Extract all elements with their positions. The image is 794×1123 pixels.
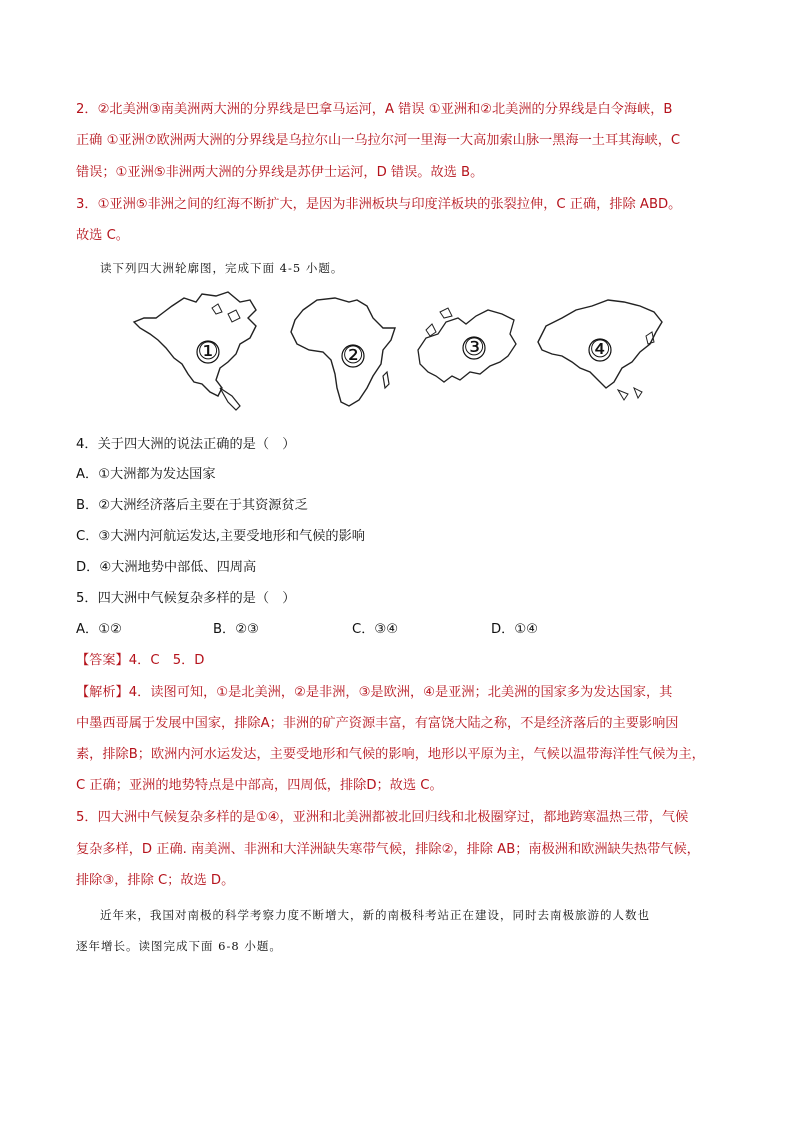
question-4-option-a: A．①大洲都为发达国家 — [76, 467, 216, 482]
africa-outline-icon — [287, 288, 407, 413]
map-africa — [287, 288, 407, 413]
intro-6-8-line-1: 近年来，我国对南极的科学考察力度不断增大，新的南极科考站正在建设，同时去南极旅游的人数也 — [100, 908, 650, 922]
analysis-line-1 — [76, 683, 726, 703]
map-label-3: ③ — [463, 333, 485, 361]
analysis-line-2: 中墨西哥属于发展中国家，排除A；非洲的矿产资源丰富，有富饶大陆之称，不是经济落后的主要影响因 — [76, 716, 679, 731]
q3-explanation-line-1: 3．①亚洲⑤非洲之间的红海不断扩大，是因为非洲板块与印度洋板块的张裂拉伸，C 正确，排除 ABD。 — [76, 197, 682, 212]
map-asia — [532, 292, 667, 412]
question-4-stem: 4．关于四大洲的说法正确的是（ ） — [76, 437, 296, 452]
question-5-option-a: A．①② — [76, 622, 122, 637]
analysis-tag: 【解析】 — [76, 685, 129, 700]
asia-outline-icon — [532, 292, 667, 412]
question-5-stem: 5．四大洲中气候复杂多样的是（ ） — [76, 591, 296, 606]
q2-explanation-line-2: 正确 ①亚洲⑦欧洲两大洲的分界线是乌拉尔山一乌拉尔河一里海一大高加索山脉一黑海一土耳其海峡，C — [76, 133, 681, 148]
map-label-4: ④ — [589, 335, 611, 363]
q3-explanation-line-2: 故选 C。 — [76, 228, 129, 243]
map-label-2: ② — [342, 341, 364, 369]
map-north-america — [132, 288, 277, 413]
analysis-line-3: 素，排除B；欧洲内河水运发达，主要受地形和气候的影响，地形以平原为主，气候以温带海洋性气候为主， — [76, 747, 705, 762]
question-5-option-d: D．①④ — [491, 622, 538, 637]
question-4-option-c: C．③大洲内河航运发达,主要受地形和气候的影响 — [76, 529, 365, 544]
analysis-line-7: 排除③，排除 C；故选 D。 — [76, 873, 235, 888]
question-4-option-d: D．④大洲地势中部低、四周高 — [76, 560, 257, 575]
analysis-line-4: C 正确；亚洲的地势特点是中部高，四周低，排除D；故选 C。 — [76, 778, 443, 793]
q2-explanation-line-3: 错误；①亚洲⑤非洲两大洲的分界线是苏伊士运河，D 错误。故选 B。 — [76, 165, 484, 180]
map-europe — [410, 300, 525, 395]
question-5-option-c: C．③④ — [352, 622, 399, 637]
intro-6-8-line-2: 逐年增长。读图完成下面 6-8 小题。 — [76, 939, 282, 953]
europe-outline-icon — [410, 300, 525, 395]
answer-tag: 【答案】 — [76, 653, 129, 668]
answer-line — [76, 651, 726, 671]
analysis-line-5: 5．四大洲中气候复杂多样的是①④，亚洲和北美洲都被北回归线和北极圈穿过，都地跨寒温热三带，气候 — [76, 810, 689, 825]
q2-explanation-line-1: 2．②北美洲③南美洲两大洲的分界线是巴拿马运河，A 错误 ①亚洲和②北美洲的分界线是白令海峡，B — [76, 102, 673, 117]
north-america-outline-icon — [132, 288, 277, 413]
intro-4-5: 读下列四大洲轮廓图，完成下面 4-5 小题。 — [100, 261, 344, 275]
analysis-line-6: 复杂多样，D 正确. 南美洲、非洲和大洋洲缺失寒带气候，排除②，排除 AB；南极洲和欧洲缺失热带气候， — [76, 842, 700, 857]
question-4-option-b: B．②大洲经济落后主要在于其资源贫乏 — [76, 498, 308, 513]
answer-text: 4．C 5．D — [128, 653, 205, 668]
analysis-text-1: 4．读图可知，①是北美洲，②是非洲，③是欧洲，④是亚洲；北美洲的国家多为发达国家，其 — [128, 685, 673, 700]
question-5-option-b: B．②③ — [213, 622, 259, 637]
map-label-1: ① — [197, 337, 219, 365]
